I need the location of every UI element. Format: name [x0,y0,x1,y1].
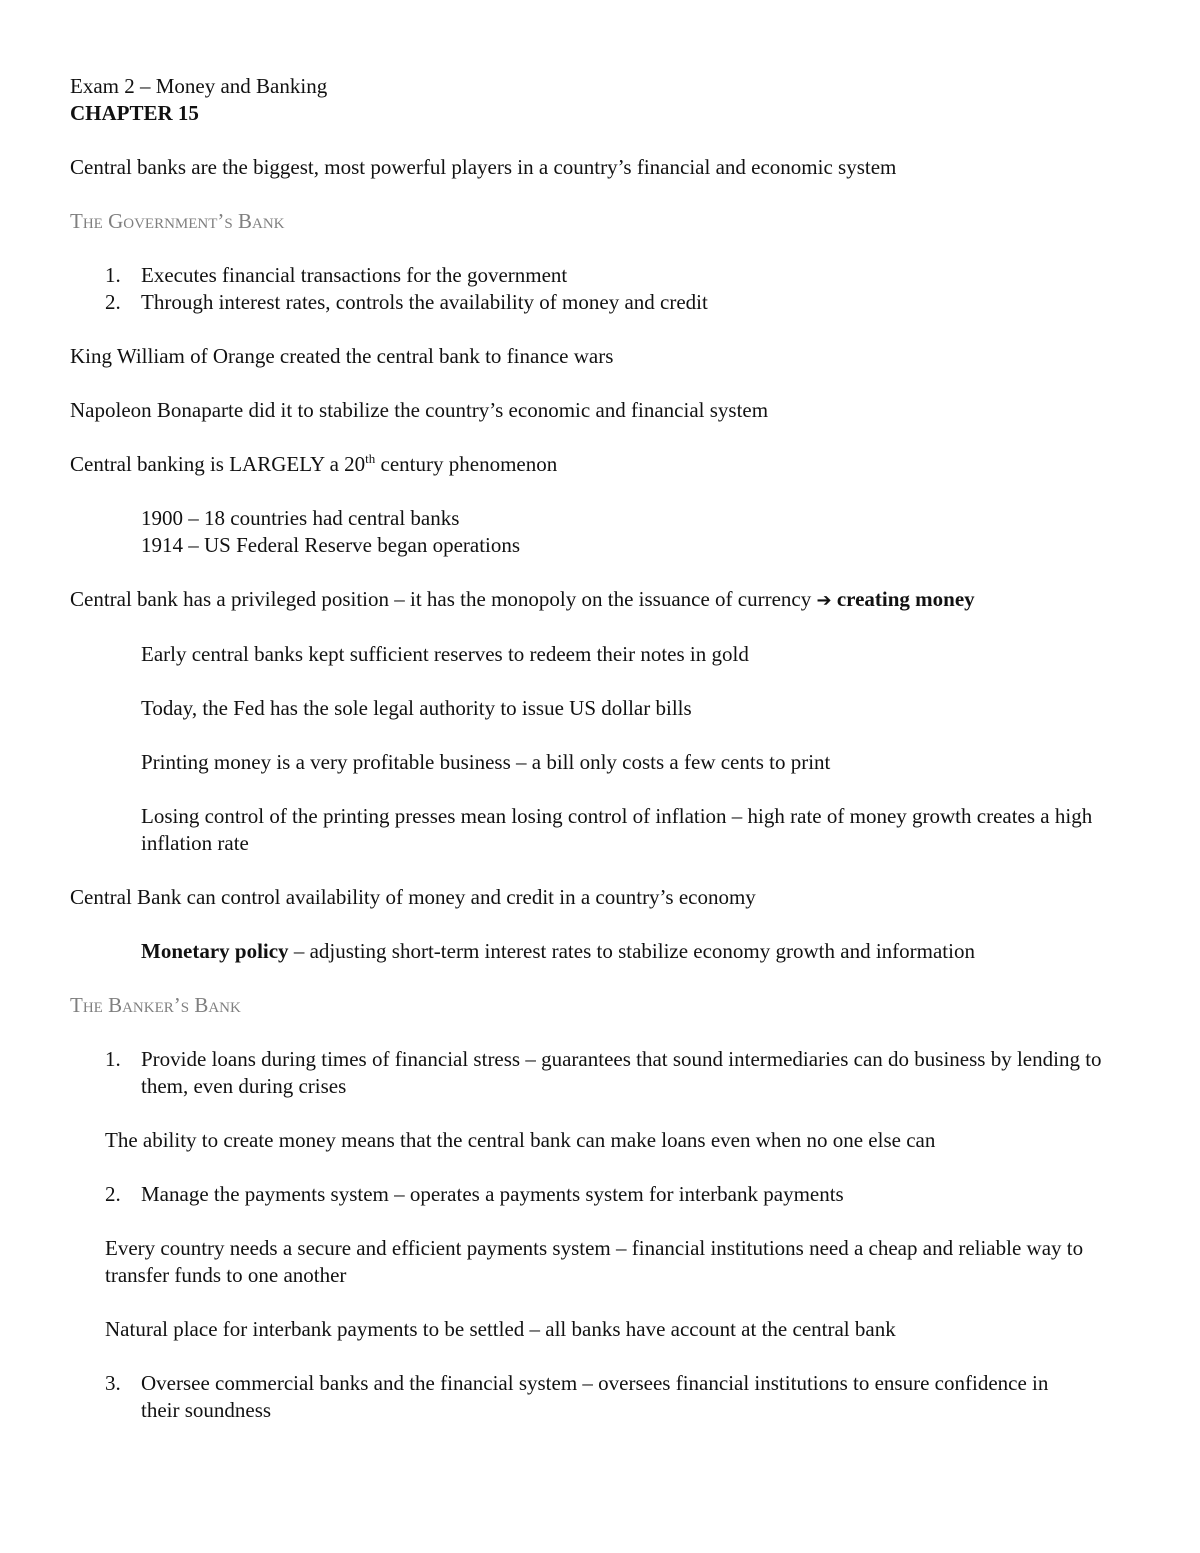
list-text: Executes financial transactions for the government [141,263,568,287]
list-text: Through interest rates, controls the availability of money and credit [141,290,708,314]
paragraph-monetary-policy [70,938,1130,965]
list-item [105,1181,1130,1208]
list-item [105,1046,1130,1100]
list-item [105,262,1130,289]
intro-paragraph: Central banks are the biggest, most powerful players in a country’s financial and economic system [70,155,897,179]
list-item [105,1370,1065,1424]
year-1900: 1900 – 18 countries had central banks [141,506,460,530]
paragraph-control: Central Bank can control availability of money and credit in a country’s economy [70,885,756,909]
text-20th-pre: Central banking is LARGELY a 20 [70,452,366,476]
list-text: Manage the payments system – operates a payments system for interbank payments [141,1182,844,1206]
sub-early: Early central banks kept sufficient reserves to redeem their notes in gold [141,642,749,666]
list-item [105,289,1130,316]
bankers-bank-item-2 [70,1181,1130,1208]
year-1914: 1914 – US Federal Reserve began operations [141,533,521,557]
chapter-heading: CHAPTER 15 [70,101,199,125]
monetary-policy-bold: Monetary policy [141,939,289,963]
paragraph-every-country: Every country needs a secure and efficient payments system – financial institutions need a cheap and reliable way to transfer funds to one another [105,1236,1084,1287]
paragraph-william: King William of Orange created the central bank to finance wars [70,344,614,368]
section-heading-bankers-bank: The Banker’s Bank [70,993,241,1017]
paragraph-natural-place: Natural place for interbank payments to be settled – all banks have account at the central bank [105,1317,896,1341]
list-number: 3. [105,1371,121,1395]
sub-losing: Losing control of the printing presses mean losing control of inflation – high rate of money growth creates a high inflation rate [141,804,1093,855]
list-number: 1. [105,263,121,287]
list-number: 2. [105,290,121,314]
document-page [70,73,1130,1424]
sub-printing: Printing money is a very profitable business – a bill only costs a few cents to print [141,750,831,774]
privileged-text: Central bank has a privileged position – it has the monopoly on the issuance of currency [70,587,817,611]
list-text: Oversee commercial banks and the financial system – oversees financial institutions to ensure confidence in their soundness [141,1371,1049,1422]
governments-bank-list [70,262,1130,316]
section-heading-governments-bank: The Government’s Bank [70,209,285,233]
text-20th-post: century phenomenon [375,452,558,476]
document-title: Exam 2 – Money and Banking [70,74,328,98]
paragraph-20th-century [70,451,1130,478]
text-20th-sup: th [365,451,376,466]
list-number: 1. [105,1047,121,1071]
paragraph-ability: The ability to create money means that the central bank can make loans even when no one else can [105,1128,936,1152]
monetary-policy-rest: – adjusting short-term interest rates to stabilize economy growth and information [288,939,975,963]
creating-money-bold: creating money [836,587,975,611]
bankers-bank-item-3 [70,1370,1130,1424]
bankers-bank-item-1 [70,1046,1130,1100]
paragraph-napoleon: Napoleon Bonaparte did it to stabilize the country’s economic and financial system [70,398,769,422]
list-number: 2. [105,1182,121,1206]
arrow-right-icon: ➔ [816,590,832,611]
paragraph-privileged [70,586,1130,614]
sub-today: Today, the Fed has the sole legal authority to issue US dollar bills [141,696,692,720]
list-text: Provide loans during times of financial stress – guarantees that sound intermediaries can do business by lending to them, even during crises [141,1047,1102,1098]
